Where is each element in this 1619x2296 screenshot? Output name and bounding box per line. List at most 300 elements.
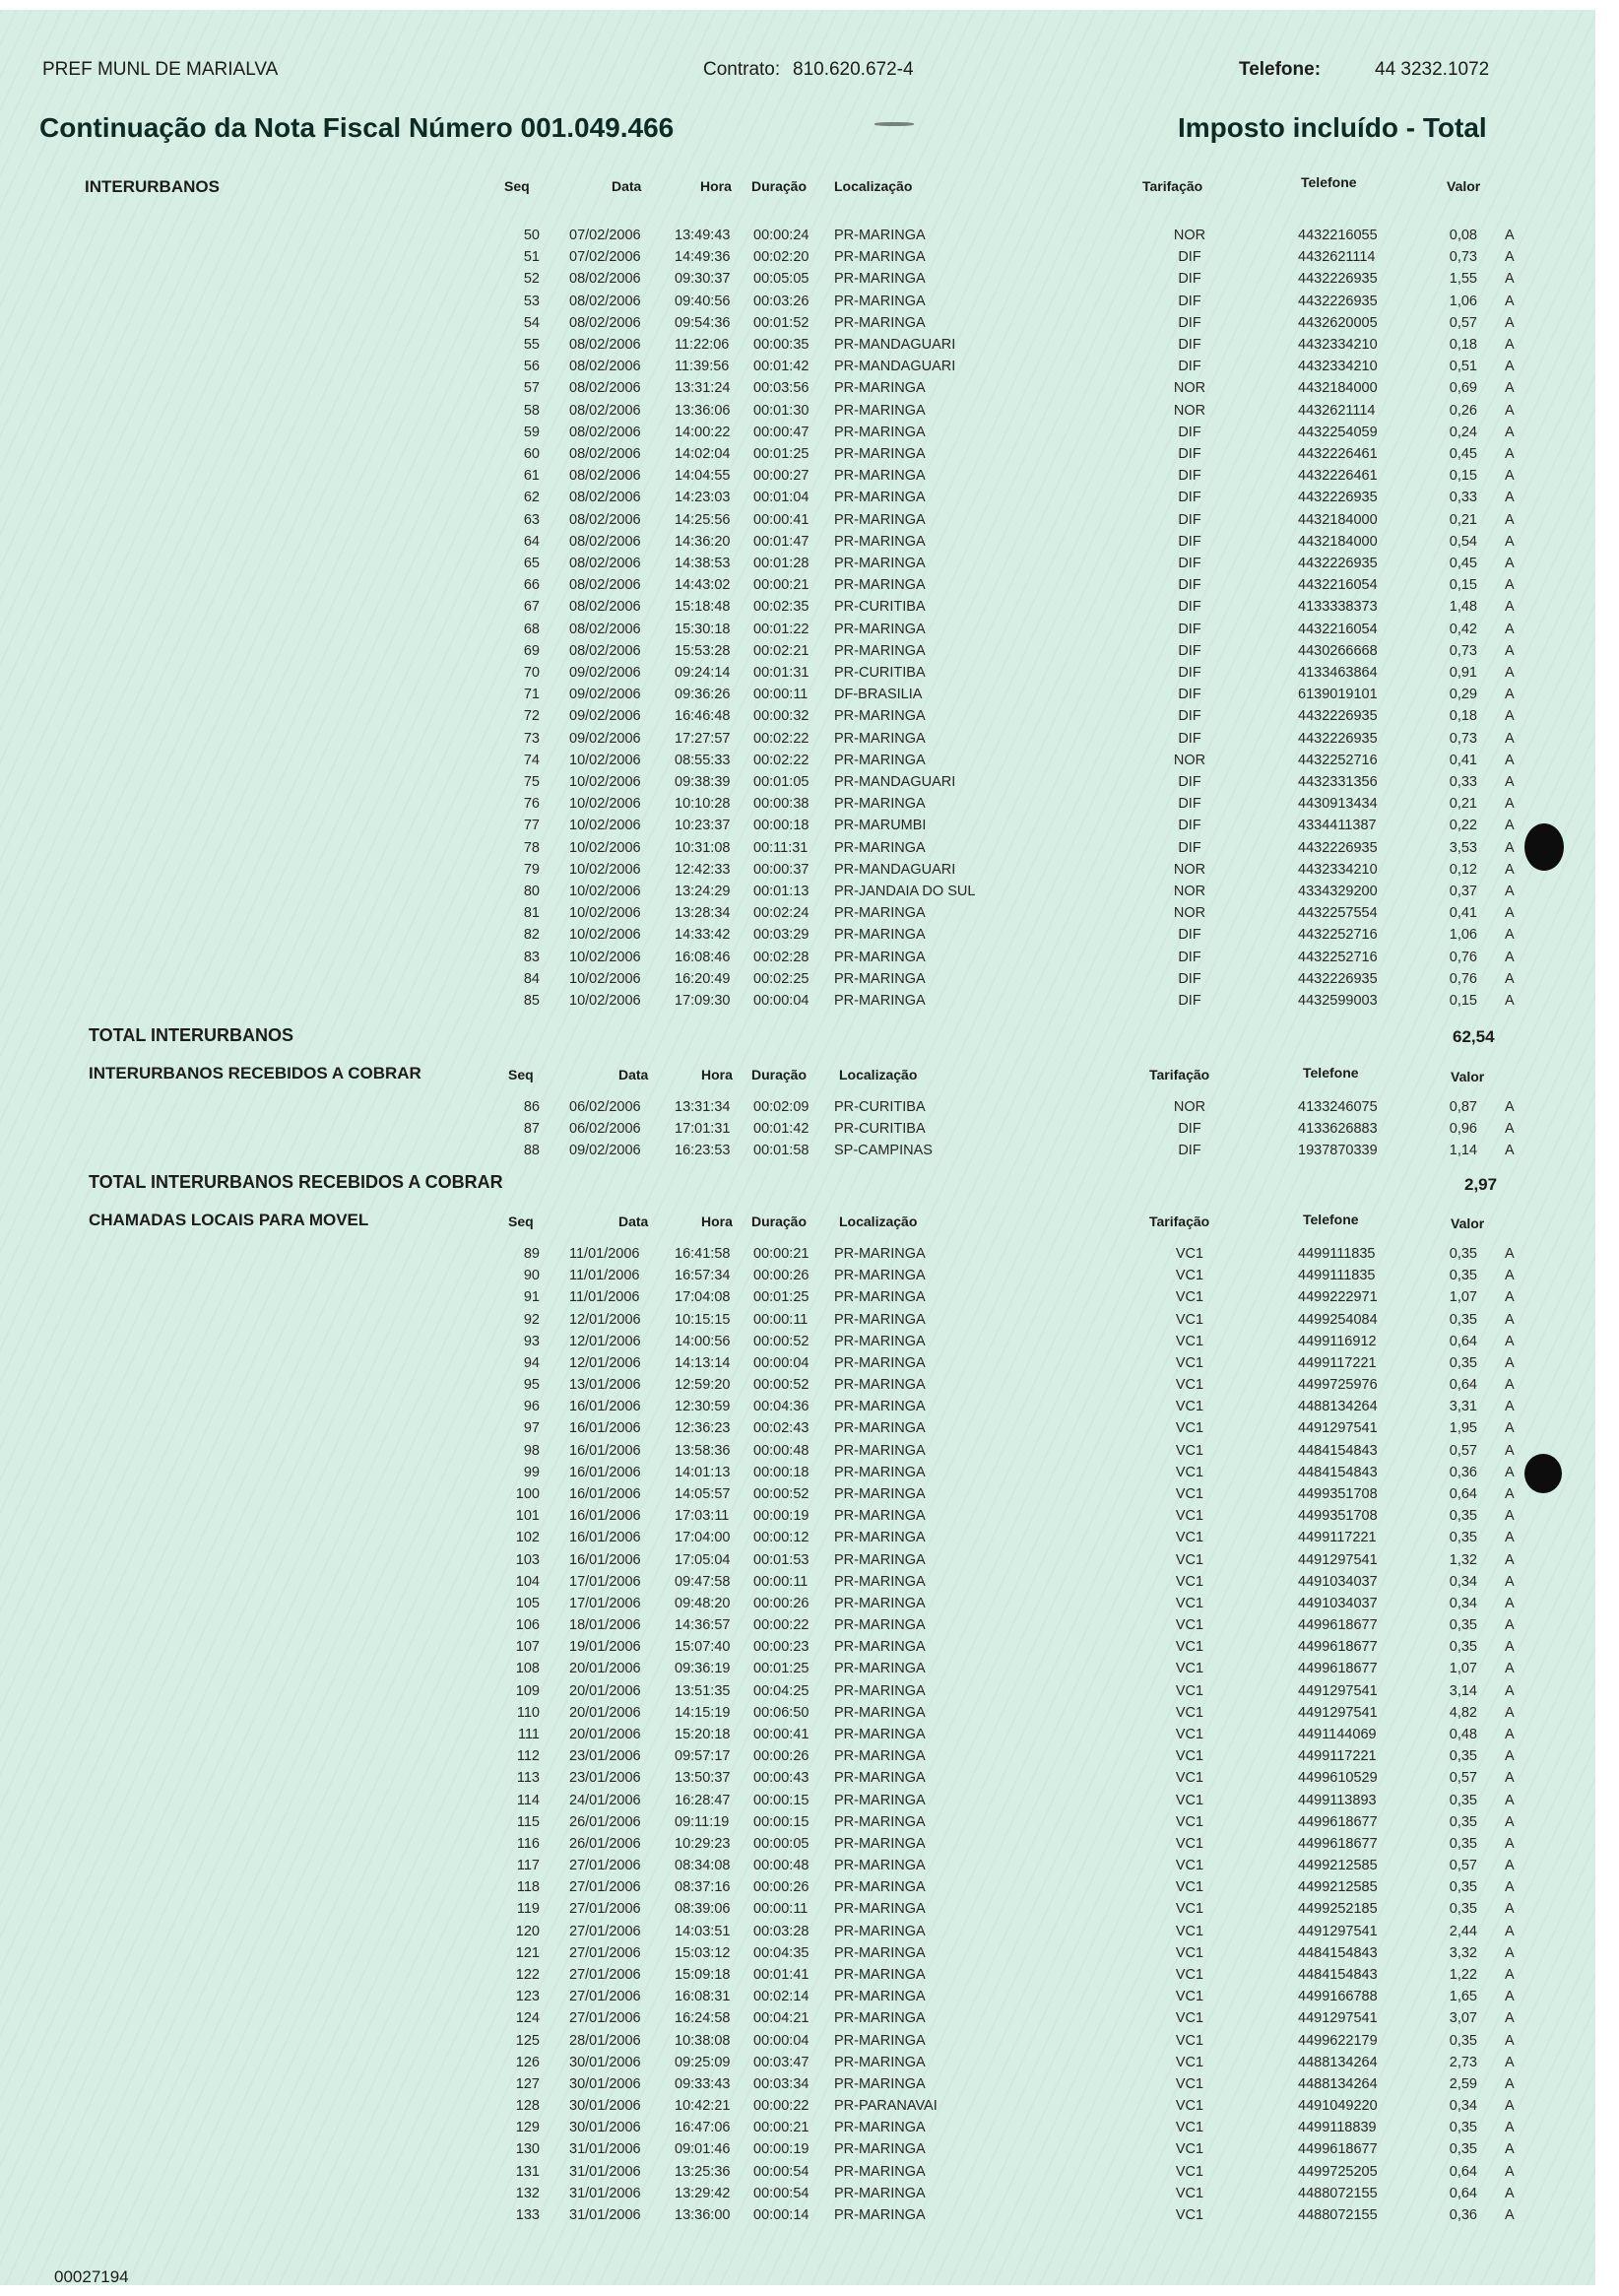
- cell-hour: 15:30:18: [675, 621, 731, 637]
- section-title-interurbanos: INTERURBANOS: [85, 177, 220, 196]
- cell-flag: A: [1505, 1792, 1515, 1808]
- cell-value: 0,57: [1449, 1442, 1477, 1459]
- cell-flag: A: [1505, 1289, 1515, 1306]
- col-tariff: Tarifação: [1142, 178, 1203, 194]
- cell-phone: 4491049220: [1298, 2098, 1378, 2114]
- cell-location: PR-MARINGA: [834, 1354, 926, 1371]
- cell-date: 27/01/2006: [569, 1923, 641, 1939]
- cell-tariff: NOR: [1173, 1099, 1206, 1115]
- cell-tariff: VC1: [1175, 2185, 1204, 2201]
- cell-flag: A: [1505, 905, 1515, 922]
- cell-location: PR-MARINGA: [834, 905, 926, 922]
- cell-value: 0,35: [1449, 1901, 1477, 1918]
- cell-value: 0,76: [1449, 970, 1477, 987]
- cell-value: 0,35: [1449, 1748, 1477, 1765]
- cell-value: 0,33: [1449, 490, 1477, 506]
- cell-flag: A: [1505, 1573, 1515, 1590]
- cell-value: 0,35: [1449, 1354, 1477, 1371]
- cell-flag: A: [1505, 2163, 1515, 2180]
- cell-duration: 00:01:58: [753, 1143, 810, 1159]
- cell-tariff: DIF: [1178, 642, 1201, 659]
- cell-flag: A: [1505, 993, 1515, 1009]
- cell-location: PR-MARINGA: [834, 1727, 926, 1742]
- cell-flag: A: [1505, 556, 1515, 571]
- cell-duration: 00:00:22: [753, 2098, 810, 2114]
- cell-duration: 00:11:31: [753, 839, 809, 856]
- cell-flag: A: [1505, 228, 1515, 243]
- cell-hour: 13:31:34: [675, 1099, 731, 1115]
- cell-hour: 16:08:31: [675, 1989, 731, 2005]
- cell-hour: 09:47:58: [675, 1573, 731, 1590]
- cell-flag: A: [1505, 796, 1515, 813]
- cell-hour: 09:36:19: [675, 1661, 731, 1677]
- cell-phone: 4499725205: [1298, 2163, 1378, 2180]
- cell-date: 07/02/2006: [569, 228, 641, 243]
- cell-value: 0,35: [1449, 1311, 1477, 1328]
- cell-hour: 14:15:19: [675, 1704, 731, 1721]
- cell-seq: 79: [523, 861, 540, 878]
- table-row: [0, 993, 1595, 1015]
- cell-duration: 00:01:47: [753, 533, 810, 550]
- cell-date: 16/01/2006: [569, 1551, 641, 1568]
- cell-location: PR-MARINGA: [834, 533, 926, 550]
- table-row: [0, 796, 1595, 818]
- cell-tariff: VC1: [1175, 1661, 1204, 1677]
- cell-hour: 12:30:59: [675, 1399, 731, 1415]
- cell-flag: A: [1505, 1989, 1515, 2005]
- cell-value: 0,18: [1449, 708, 1477, 725]
- cell-seq: 103: [515, 1551, 540, 1568]
- cell-phone: 4488134264: [1298, 2075, 1378, 2092]
- cell-date: 10/02/2006: [569, 884, 641, 899]
- cell-location: PR-MARINGA: [834, 2185, 926, 2201]
- cell-location: PR-MARINGA: [834, 511, 926, 528]
- cell-flag: A: [1505, 249, 1515, 266]
- cell-tariff: DIF: [1178, 446, 1201, 462]
- cell-duration: 00:01:53: [753, 1551, 810, 1568]
- cell-seq: 82: [523, 927, 540, 944]
- cell-value: 0,35: [1449, 1508, 1477, 1525]
- table-row: [0, 971, 1595, 993]
- cell-flag: A: [1505, 1901, 1515, 1918]
- cell-hour: 08:37:16: [675, 1879, 731, 1896]
- cell-tariff: VC1: [1175, 2163, 1204, 2180]
- cell-location: PR-JANDAIA DO SUL: [834, 884, 976, 899]
- cell-phone: 4499254084: [1298, 1311, 1378, 1328]
- table-row: [0, 512, 1595, 534]
- cell-seq: 108: [515, 1661, 540, 1677]
- cell-duration: 00:00:32: [753, 708, 810, 725]
- cell-hour: 17:05:04: [675, 1551, 731, 1568]
- cell-value: 0,41: [1449, 752, 1477, 768]
- cell-location: PR-MARINGA: [834, 490, 926, 506]
- cell-value: 0,91: [1449, 665, 1477, 681]
- cell-date: 26/01/2006: [569, 1835, 641, 1852]
- cell-phone: 4488134264: [1298, 1399, 1378, 1415]
- cell-date: 30/01/2006: [569, 2098, 641, 2114]
- table-row: [0, 622, 1595, 643]
- cell-duration: 00:03:28: [753, 1923, 810, 1939]
- cell-location: PR-MARINGA: [834, 1704, 926, 1721]
- cell-duration: 00:01:05: [753, 774, 810, 790]
- cell-duration: 00:00:21: [753, 577, 810, 594]
- table-row: [0, 840, 1595, 862]
- table-row: [0, 1770, 1595, 1792]
- cell-duration: 00:02:20: [753, 249, 810, 266]
- cell-location: PR-MARINGA: [834, 1813, 926, 1830]
- cell-duration: 00:00:11: [753, 1901, 809, 1918]
- cell-hour: 17:03:11: [675, 1508, 730, 1525]
- cell-duration: 00:02:14: [753, 1989, 810, 2005]
- cell-flag: A: [1505, 1442, 1515, 1459]
- cell-phone: 4488072155: [1298, 2206, 1378, 2223]
- cell-location: PR-MARINGA: [834, 839, 926, 856]
- cell-duration: 00:00:52: [753, 1377, 810, 1394]
- cell-location: PR-MARINGA: [834, 1399, 926, 1415]
- document-number: 00027194: [54, 2267, 129, 2286]
- cell-tariff: VC1: [1175, 1464, 1204, 1480]
- cell-seq: 97: [523, 1420, 540, 1437]
- cell-flag: A: [1505, 1704, 1515, 1721]
- cell-tariff: DIF: [1178, 359, 1201, 375]
- cell-phone: 4499351708: [1298, 1486, 1378, 1502]
- cell-tariff: NOR: [1173, 905, 1206, 922]
- cell-duration: 00:00:18: [753, 1464, 810, 1480]
- cell-value: 0,73: [1449, 730, 1477, 747]
- cell-location: PR-MANDAGUARI: [834, 774, 956, 790]
- table-row: [0, 490, 1595, 511]
- cell-phone: 4432620005: [1298, 314, 1378, 331]
- cell-hour: 09:01:46: [675, 2141, 731, 2158]
- cell-value: 1,07: [1449, 1661, 1477, 1677]
- cell-duration: 00:00:04: [753, 2032, 810, 2049]
- cell-seq: 117: [516, 1858, 540, 1873]
- table-row: [0, 1967, 1595, 1989]
- table-row: [0, 1945, 1595, 1967]
- cell-date: 08/02/2006: [569, 556, 641, 571]
- cell-location: PR-MANDAGUARI: [834, 337, 956, 353]
- cell-duration: 00:00:23: [753, 1639, 810, 1656]
- cell-flag: A: [1505, 1595, 1515, 1611]
- cell-location: PR-PARANAVAI: [834, 2098, 938, 2114]
- table-row: [0, 950, 1595, 971]
- cell-value: 0,15: [1449, 577, 1477, 594]
- cell-seq: 64: [523, 533, 540, 550]
- cell-tariff: VC1: [1175, 1354, 1204, 1371]
- cell-phone: 4499618677: [1298, 1661, 1378, 1677]
- cell-date: 08/02/2006: [569, 468, 641, 485]
- cell-hour: 16:23:53: [675, 1143, 731, 1159]
- cell-tariff: DIF: [1178, 271, 1201, 288]
- cell-value: 0,64: [1449, 2185, 1477, 2201]
- cell-date: 27/01/2006: [569, 2010, 641, 2027]
- cell-value: 0,35: [1449, 1813, 1477, 1830]
- cell-seq: 120: [515, 1923, 540, 1939]
- cell-duration: 00:01:25: [753, 1289, 810, 1306]
- cell-tariff: VC1: [1175, 1989, 1204, 2005]
- cell-tariff: VC1: [1175, 2206, 1204, 2223]
- cell-phone: 4491144069: [1298, 1727, 1377, 1742]
- cell-hour: 08:39:06: [675, 1901, 731, 1918]
- cell-seq: 52: [523, 271, 540, 288]
- cell-seq: 54: [523, 314, 540, 331]
- cell-value: 0,76: [1449, 949, 1477, 965]
- cell-flag: A: [1505, 1099, 1515, 1115]
- cell-seq: 80: [523, 884, 540, 899]
- cell-location: PR-MANDAGUARI: [834, 861, 956, 878]
- table-row: [0, 1727, 1595, 1748]
- cell-tariff: DIF: [1178, 839, 1201, 856]
- cell-tariff: DIF: [1178, 468, 1201, 485]
- cell-hour: 10:23:37: [675, 818, 731, 834]
- cell-flag: A: [1505, 1944, 1515, 1961]
- cell-location: PR-CURITIBA: [834, 599, 926, 616]
- cell-location: PR-MARINGA: [834, 1311, 926, 1328]
- cell-value: 0,57: [1449, 1770, 1477, 1787]
- cell-seq: 85: [523, 993, 540, 1009]
- cell-phone: 4499111835: [1298, 1246, 1376, 1262]
- cell-seq: 72: [523, 708, 540, 725]
- cell-phone: 4491297541: [1298, 1704, 1378, 1721]
- cell-location: PR-MARINGA: [834, 1835, 926, 1852]
- cell-date: 10/02/2006: [569, 861, 641, 878]
- cell-date: 10/02/2006: [569, 752, 641, 768]
- cell-date: 20/01/2006: [569, 1661, 641, 1677]
- cell-hour: 09:25:09: [675, 2054, 731, 2070]
- table-row: [0, 1814, 1595, 1836]
- cell-value: 0,48: [1449, 1727, 1477, 1742]
- cell-location: PR-MARINGA: [834, 1966, 926, 1983]
- cell-duration: 00:03:34: [753, 2075, 810, 2092]
- cell-hour: 15:20:18: [675, 1727, 731, 1742]
- cell-hour: 09:57:17: [675, 1748, 731, 1765]
- cell-location: PR-MARINGA: [834, 1923, 926, 1939]
- col-hour: Hora: [700, 178, 732, 194]
- table-row: [0, 1858, 1595, 1879]
- cell-tariff: DIF: [1178, 511, 1201, 528]
- cell-location: PR-MARINGA: [834, 730, 926, 747]
- cell-seq: 125: [515, 2032, 540, 2049]
- cell-duration: 00:00:19: [753, 1508, 810, 1525]
- table-row: [0, 2010, 1595, 2032]
- cell-seq: 124: [515, 2010, 540, 2027]
- cell-phone: 4491297541: [1298, 1682, 1378, 1699]
- cell-seq: 91: [523, 1289, 540, 1306]
- cell-date: 27/01/2006: [569, 1879, 641, 1896]
- cell-phone: 4432226935: [1298, 271, 1378, 288]
- cell-flag: A: [1505, 271, 1515, 288]
- cell-seq: 104: [515, 1573, 540, 1590]
- cell-location: PR-MARINGA: [834, 249, 926, 266]
- cell-location: PR-MARINGA: [834, 1268, 926, 1284]
- cell-phone: 4484154843: [1298, 1442, 1378, 1459]
- cell-phone: 4499212585: [1298, 1858, 1378, 1873]
- cell-phone: 4499166788: [1298, 1989, 1378, 2005]
- cell-date: 08/02/2006: [569, 621, 641, 637]
- cell-value: 1,14: [1449, 1143, 1477, 1159]
- cell-phone: 4499111835: [1298, 1268, 1376, 1284]
- cell-date: 10/02/2006: [569, 993, 641, 1009]
- table-row: [0, 862, 1595, 884]
- cell-duration: 00:00:26: [753, 1268, 810, 1284]
- cell-location: PR-MARINGA: [834, 1858, 926, 1873]
- cell-seq: 119: [516, 1901, 540, 1918]
- cell-flag: A: [1505, 1464, 1515, 1480]
- cell-hour: 09:54:36: [675, 314, 731, 331]
- cell-tariff: VC1: [1175, 1813, 1204, 1830]
- cell-tariff: DIF: [1178, 949, 1201, 965]
- cell-flag: A: [1505, 1268, 1515, 1284]
- cell-seq: 116: [516, 1835, 540, 1852]
- cell-phone: 4491297541: [1298, 1551, 1378, 1568]
- cell-duration: 00:01:25: [753, 1661, 810, 1677]
- cell-location: PR-MARINGA: [834, 2054, 926, 2070]
- cell-seq: 62: [523, 490, 540, 506]
- cell-phone: 4432254059: [1298, 424, 1378, 440]
- cell-date: 11/01/2006: [569, 1246, 640, 1262]
- cell-value: 0,36: [1449, 1464, 1477, 1480]
- cell-date: 08/02/2006: [569, 380, 641, 397]
- table-row: [0, 1420, 1595, 1442]
- cell-hour: 14:00:56: [675, 1333, 731, 1349]
- cell-phone: 4432216054: [1298, 621, 1378, 637]
- cell-phone: 4432334210: [1298, 359, 1378, 375]
- cell-date: 23/01/2006: [569, 1748, 641, 1765]
- cell-seq: 92: [523, 1311, 540, 1328]
- table-row: [0, 249, 1595, 271]
- cell-date: 18/01/2006: [569, 1617, 641, 1634]
- cell-duration: 00:04:36: [753, 1399, 810, 1415]
- cell-value: 0,37: [1449, 884, 1477, 899]
- cell-value: 0,22: [1449, 818, 1477, 834]
- cell-date: 31/01/2006: [569, 2141, 641, 2158]
- cell-tariff: VC1: [1175, 2075, 1204, 2092]
- table-row: [0, 1639, 1595, 1661]
- cell-location: PR-MARINGA: [834, 1879, 926, 1896]
- cell-location: PR-MARINGA: [834, 752, 926, 768]
- cell-flag: A: [1505, 577, 1515, 594]
- table-row: [0, 1312, 1595, 1334]
- cell-phone: 4432252716: [1298, 752, 1378, 768]
- cell-seq: 113: [516, 1770, 540, 1787]
- cell-date: 30/01/2006: [569, 2075, 641, 2092]
- col-duration: Duração: [751, 1214, 808, 1229]
- col-date: Data: [618, 1067, 649, 1082]
- cell-location: PR-MARINGA: [834, 293, 926, 309]
- cell-hour: 09:11:19: [675, 1813, 730, 1830]
- cell-flag: A: [1505, 424, 1515, 440]
- cell-date: 19/01/2006: [569, 1639, 641, 1656]
- cell-seq: 112: [516, 1748, 540, 1765]
- cell-phone: 4432334210: [1298, 337, 1378, 353]
- cell-flag: A: [1505, 380, 1515, 397]
- cell-phone: 4432216054: [1298, 577, 1378, 594]
- cell-phone: 4499118839: [1298, 2120, 1377, 2136]
- cell-hour: 08:55:33: [675, 752, 731, 768]
- cell-seq: 123: [515, 1989, 540, 2005]
- cell-tariff: DIF: [1178, 1121, 1201, 1138]
- cell-flag: A: [1505, 1813, 1515, 1830]
- cell-tariff: DIF: [1178, 314, 1201, 331]
- cell-tariff: VC1: [1175, 1835, 1204, 1852]
- cell-location: PR-MARINGA: [834, 2032, 926, 2049]
- table-row: [0, 1246, 1595, 1268]
- issuer-name: PREF MUNL DE MARIALVA: [42, 59, 279, 80]
- table-row: [0, 2164, 1595, 2186]
- table-row: [0, 1989, 1595, 2010]
- cell-value: 2,73: [1449, 2054, 1477, 2070]
- cell-duration: 00:02:22: [753, 730, 810, 747]
- col-value: Valor: [1451, 1069, 1485, 1084]
- table-row: [0, 228, 1595, 249]
- table-row: [0, 1683, 1595, 1705]
- cell-value: 0,35: [1449, 1639, 1477, 1656]
- cell-duration: 00:00:21: [753, 2120, 810, 2136]
- cell-flag: A: [1505, 1617, 1515, 1634]
- cell-flag: A: [1505, 314, 1515, 331]
- cell-value: 0,57: [1449, 314, 1477, 331]
- table-row: [0, 1748, 1595, 1770]
- table-row: [0, 1355, 1595, 1377]
- cell-hour: 09:33:43: [675, 2075, 731, 2092]
- cell-tariff: VC1: [1175, 1770, 1204, 1787]
- cell-location: PR-MARINGA: [834, 949, 926, 965]
- cell-duration: 00:02:25: [753, 970, 810, 987]
- cell-tariff: DIF: [1178, 249, 1201, 266]
- cell-location: PR-MARINGA: [834, 796, 926, 813]
- cell-hour: 14:33:42: [675, 927, 731, 944]
- table-row: [0, 1377, 1595, 1399]
- cell-phone: 4499618677: [1298, 1813, 1378, 1830]
- cell-seq: 71: [523, 687, 540, 703]
- cell-location: PR-MARINGA: [834, 1551, 926, 1568]
- cell-flag: A: [1505, 2185, 1515, 2201]
- cell-value: 0,64: [1449, 2163, 1477, 2180]
- cell-phone: 4133626883: [1298, 1121, 1378, 1138]
- cell-seq: 84: [523, 970, 540, 987]
- cell-hour: 08:34:08: [675, 1858, 731, 1873]
- cell-value: 1,95: [1449, 1420, 1477, 1437]
- cell-flag: A: [1505, 1770, 1515, 1787]
- cell-hour: 11:39:56: [675, 359, 730, 375]
- cell-seq: 98: [523, 1442, 540, 1459]
- cell-duration: 00:03:26: [753, 293, 810, 309]
- cell-tariff: VC1: [1175, 1530, 1204, 1546]
- cell-hour: 15:18:48: [675, 599, 731, 616]
- cell-duration: 00:00:52: [753, 1333, 810, 1349]
- table-row: [0, 927, 1595, 949]
- cell-hour: 13:36:00: [675, 2206, 731, 2223]
- cell-flag: A: [1505, 2141, 1515, 2158]
- cell-hour: 10:10:28: [675, 796, 731, 813]
- col-location: Localização: [839, 1214, 918, 1229]
- cell-duration: 00:01:42: [753, 1121, 810, 1138]
- cell-seq: 58: [523, 402, 540, 419]
- cell-location: PR-MARINGA: [834, 1901, 926, 1918]
- cell-phone: 4432621114: [1298, 249, 1376, 266]
- cell-value: 0,35: [1449, 1792, 1477, 1808]
- cell-seq: 74: [523, 752, 540, 768]
- cell-location: PR-MARINGA: [834, 271, 926, 288]
- cell-tariff: NOR: [1173, 752, 1206, 768]
- cell-duration: 00:01:28: [753, 556, 810, 571]
- cell-flag: A: [1505, 1530, 1515, 1546]
- cell-hour: 13:24:29: [675, 884, 731, 899]
- cell-date: 10/02/2006: [569, 796, 641, 813]
- cell-phone: 4484154843: [1298, 1944, 1378, 1961]
- cell-value: 0,33: [1449, 774, 1477, 790]
- cell-location: PR-MARINGA: [834, 642, 926, 659]
